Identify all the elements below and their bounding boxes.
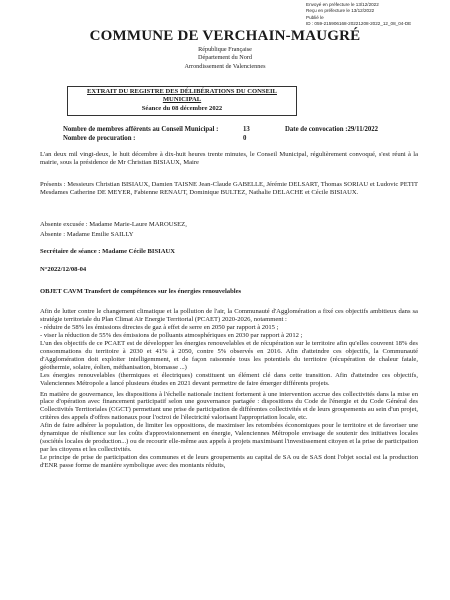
department-line: Département du Nord bbox=[198, 54, 252, 61]
paragraph: Afin de lutter contre le changement climatique et la pollution de l'air, la Communauté d'Agglomération a fixé ces objectifs ambitieux dans sa stratégie territoriale du Plan Climat Air Energie Territorial (PCAET) 2020-2026, notamment : bbox=[40, 308, 418, 323]
absent-members: Absente : Madame Emilie SAILLY bbox=[40, 231, 134, 238]
paragraph: En matière de gouvernance, les dispositions à l'échelle nationale incitent fortement à une intervention accrue des collectivités dans la mise en place d'opération avec financement participatif selon une gouvernance partagée : dispositions du Code de l'énergie et du Code Général des Collectivités Territoriales (CGCT) permettant une prise de participation de différentes collectivités et de leurs groupements au sein d'un projet, critères des appels d'offres nationaux pour l'octroi de l'électricité valorisant l'appropriation locale, etc. bbox=[40, 390, 418, 422]
deliberation-body bbox=[40, 308, 418, 470]
extract-title: EXTRAIT DU REGISTRE DES DÉLIBÉRATIONS DU CONSEIL MUNICIPAL bbox=[87, 88, 277, 104]
paragraph: - réduire de 58% les émissions directes de gaz à effet de serre en 2050 par rapport à 2015 ; bbox=[40, 323, 279, 331]
stamp-line: Reçu en préfecture le 13/12/2022 bbox=[306, 8, 375, 14]
stamp-line: ID : 059-215906168-20221208-2022_12_08_04-DE bbox=[306, 20, 412, 26]
stamp-line: Publié le bbox=[306, 14, 324, 20]
deliberation-number: N°2022/12/08-04 bbox=[40, 266, 87, 273]
country-line: République Française bbox=[198, 46, 252, 53]
members-label: Nombre de membres afférents au Conseil Municipal : bbox=[63, 126, 219, 133]
prefecture-stamp bbox=[306, 2, 446, 27]
page-title: COMMUNE DE VERCHAIN-MAUGRÉ bbox=[89, 28, 361, 44]
proxies-value: 0 bbox=[243, 135, 247, 142]
session-date: Séance du 08 décembre 2022 bbox=[141, 104, 223, 112]
deliberation-subject: OBJET CAVM Transfert de compétences sur les énergies renouvelables bbox=[40, 288, 242, 295]
proxies-label: Nombre de procuration : bbox=[63, 135, 136, 142]
session-secretary: Secrétaire de séance : Madame Cécile BISIAUX bbox=[40, 248, 176, 255]
paragraph: Afin de faire adhérer la population, de limiter les oppositions, de maximiser les retombées économiques pour le territoire et de favoriser une dynamique de résilience sur les coûts d'approvisionnement en énergie, Valenciennes Métropole envisage de soutenir des initiatives locales (sociétés locales de production...) ou de recourir elle-même aux appels à projets maximisant l'investissement citoyen et la prise de participation par les citoyens et les collectivités. bbox=[40, 422, 418, 454]
stamp-line: Envoyé en préfecture le 13/12/2022 bbox=[306, 2, 379, 7]
opening-paragraph: L'an deux mil vingt-deux, le huit décembre à dix-huit heures trente minutes, le Conseil Municipal, régulièrement convoqué, s'est réuni à la mairie, sous la présidence de Mr Christian BISIAUX, Maire bbox=[40, 151, 418, 166]
paragraph: Les énergies renouvelables (thermiques et électriques) constituent un élément clé dans cette transition. Afin d'atteindre ces objectifs, Valenciennes Métropole a lancé plusieurs études en 2021 devant permettre de faire émerger différents projets. bbox=[40, 371, 418, 387]
convocation-date: Date de convocation :29/11/2022 bbox=[285, 126, 379, 133]
extract-box bbox=[67, 86, 297, 116]
paragraph: - viser la réduction de 55% des émissions de polluants atmosphériques en 2030 par rapport à 2012 ; bbox=[40, 331, 303, 339]
paragraph: Le principe de prise de participation des communes et de leurs groupements au capital de SA ou de SAS dont l'objet social est la production d'ENR passe forme de manière symbolique avec des montants réduits, bbox=[40, 454, 418, 470]
members-value: 13 bbox=[243, 126, 250, 133]
arrondissement-line: Arrondissement de Valenciennes bbox=[184, 63, 266, 70]
session-meta bbox=[63, 126, 433, 144]
present-members: Présents : Messieurs Christian BISIAUX, Damien TAISNE Jean-Claude GABELLE, Jérémie DELSART, Thomas SORIAU et Ludovic PETIT Mesdames Catherine DE MEYER, Fabienne RENAUT, Dominique BULTEZ, Nathalie DELACHE et Cécile BISIAUX. bbox=[40, 181, 418, 196]
excused-members: Absente excusée : Madame Marie-Laure MAROUSEZ, bbox=[40, 221, 187, 228]
paragraph: L'un des objectifs de ce PCAET est de développer les énergies renouvelables et de récupération sur le territoire afin qu'elles couvrent 18% des consommations du territoire à 2030 et 41% à 2050, contre 5% observés en 2016. Afin d'atteindre ces objectifs, la Communauté d'Agglomération doit exploiter intelligemment, et de façon raisonnée tous les potentiels du territoire (récupération de chaleur fatale, géothermie, solaire, éolien, méthanisation, biomasse ...) bbox=[40, 339, 418, 371]
